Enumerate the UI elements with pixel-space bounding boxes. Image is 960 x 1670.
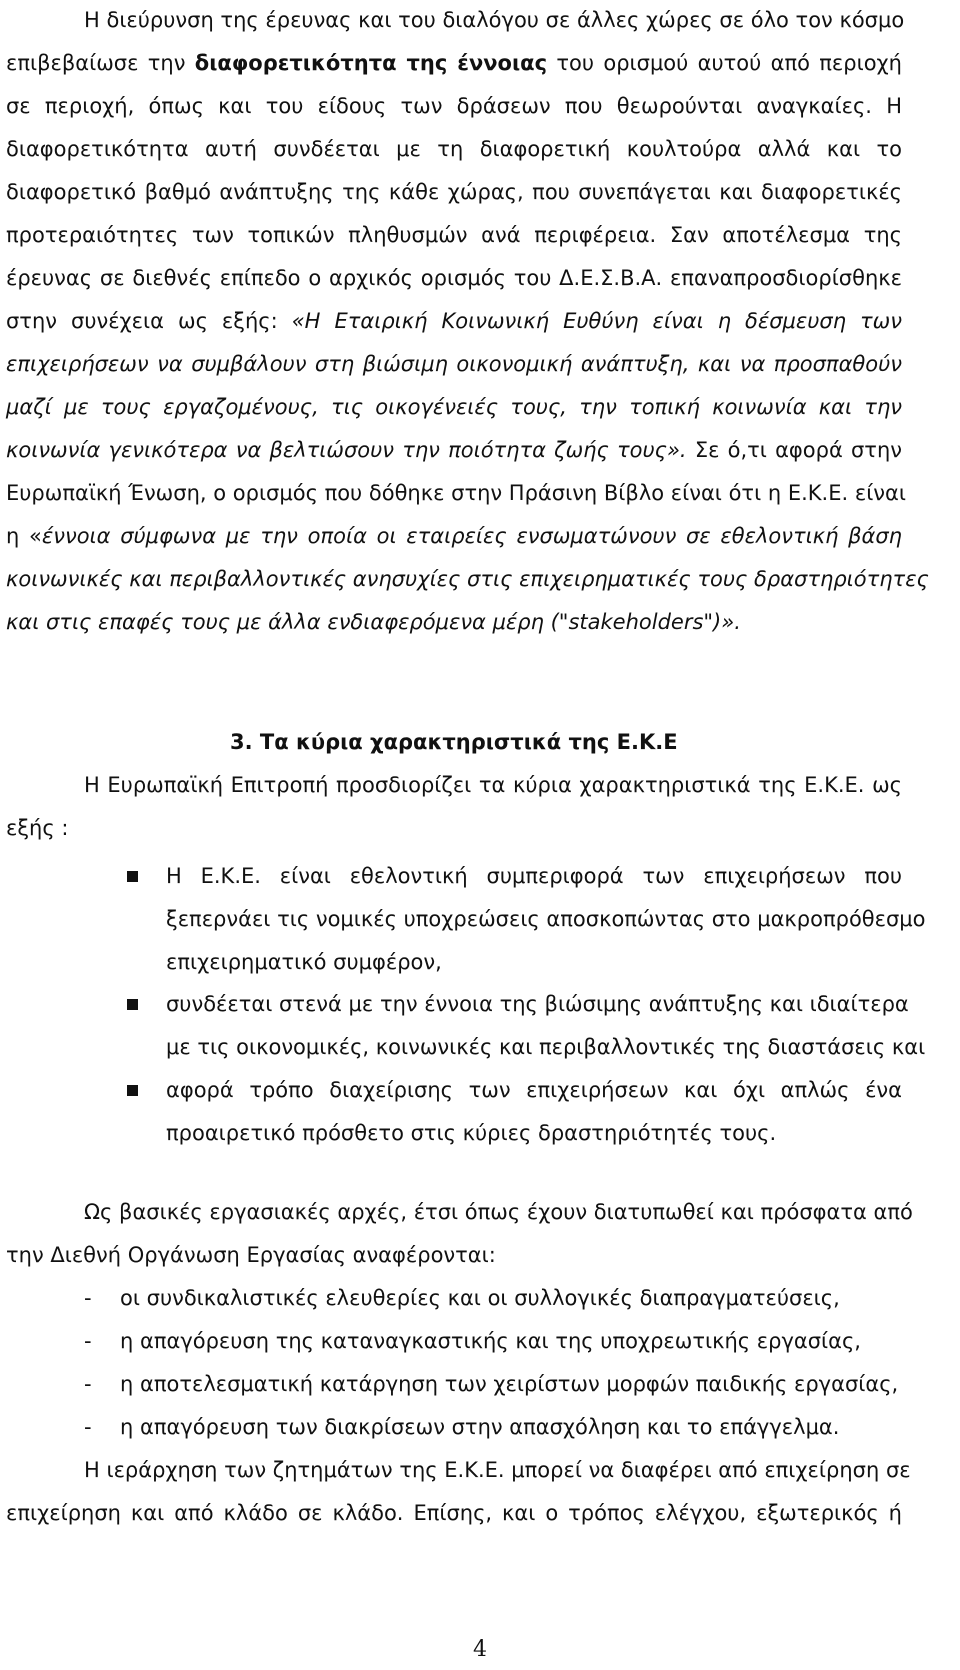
definition-quote: έννοια σύμφωνα με την οποία οι εταιρείες ενσωματώνουν σε εθελοντική βάση xyxy=(41,524,902,548)
emphasized-term: διαφορετικότητα της έννοιας xyxy=(194,51,548,75)
dash-marker: - xyxy=(84,1286,92,1310)
definition-quote-line: κοινωνικές και περιβαλλοντικές ανησυχίες στις επιχειρηματικές τους δραστηριότητες xyxy=(6,567,929,591)
paragraph-line: Η ιεράρχηση των ζητημάτων της Ε.Κ.Ε. μπορεί να διαφέρει από επιχείρηση σε xyxy=(84,1458,911,1482)
paragraph-line: επιχείρηση και από κλάδο σε κλάδο. Επίσης, και ο τρόπος ελέγχου, εξωτερικός ή xyxy=(6,1501,902,1525)
definition-quote-line: μαζί με τους εργαζομένους, τις οικογένειές τους, την τοπική κοινωνία και την xyxy=(6,395,902,419)
paragraph-line: διαφορετικό βαθμό ανάπτυξης της κάθε χώρας, που συνεπάγεται και διαφορετικές xyxy=(6,180,902,204)
bullet-item-line: συνδέεται στενά με την έννοια της βιώσιμης ανάπτυξης και ιδιαίτερα xyxy=(166,992,909,1016)
paragraph-line: η «έννοια σύμφωνα με την οποία οι εταιρείες ενσωματώνουν σε εθελοντική βάση xyxy=(6,524,902,548)
paragraph-line: έρευνας σε διεθνές επίπεδο ο αρχικός ορισμός του Δ.Ε.Σ.Β.Α. επαναπροσδιορίσθηκε xyxy=(6,266,902,290)
section-heading: 3. Τα κύρια χαρακτηριστικά της Ε.Κ.Ε xyxy=(230,730,678,754)
square-bullet-icon xyxy=(127,1085,138,1096)
paragraph-line: την Διεθνή Οργάνωση Εργασίας αναφέρονται: xyxy=(6,1243,496,1267)
bullet-item-line: Η Ε.Κ.Ε. είναι εθελοντική συμπεριφορά των επιχειρήσεων που xyxy=(166,864,902,888)
paragraph-line: επιβεβαίωσε την διαφορετικότητα της έννοιας του ορισμού αυτού από περιοχή xyxy=(6,51,902,75)
definition-quote: «Η Εταιρική Κοινωνική Ευθύνη είναι η δέσμευση των xyxy=(291,309,902,333)
paragraph-line: σε περιοχή, όπως και του είδους των δράσεων που θεωρούνται αναγκαίες. Η xyxy=(6,94,902,118)
paragraph-line: προτεραιότητες των τοπικών πληθυσμών ανά περιφέρεια. Σαν αποτέλεσμα της xyxy=(6,223,902,247)
dash-list-item: η απαγόρευση της καταναγκαστικής και της υποχρεωτικής εργασίας, xyxy=(120,1329,861,1353)
paragraph-line: εξής : xyxy=(6,816,69,840)
paragraph-line: Ευρωπαϊκή Ένωση, ο ορισμός που δόθηκε στην Πράσινη Βίβλο είναι ότι η Ε.Κ.Ε. είναι xyxy=(6,481,906,505)
square-bullet-icon xyxy=(127,999,138,1010)
bullet-item-line: με τις οικονομικές, κοινωνικές και περιβαλλοντικές της διαστάσεις και xyxy=(166,1035,926,1059)
dash-marker: - xyxy=(84,1415,92,1439)
definition-quote: κοινωνία γενικότερα να βελτιώσουν την ποιότητα ζωής τους». xyxy=(6,438,687,462)
dash-list-item: οι συνδικαλιστικές ελευθερίες και οι συλλογικές διαπραγματεύσεις, xyxy=(120,1286,840,1310)
bullet-item-line: επιχειρηματικό συμφέρον, xyxy=(166,950,442,974)
paragraph-line: κοινωνία γενικότερα να βελτιώσουν την ποιότητα ζωής τους». Σε ό,τι αφορά στην xyxy=(6,438,902,462)
definition-quote-line: και στις επαφές τους με άλλα ενδιαφερόμενα μέρη ("stakeholders")». xyxy=(6,610,741,634)
square-bullet-icon xyxy=(127,871,138,882)
paragraph-line: Η Ευρωπαϊκή Επιτροπή προσδιορίζει τα κύρια χαρακτηριστικά της Ε.Κ.Ε. ως xyxy=(84,773,902,797)
paragraph-line: Ως βασικές εργασιακές αρχές, έτσι όπως έχουν διατυπωθεί και πρόσφατα από xyxy=(84,1200,913,1224)
page-number: 4 xyxy=(473,1637,487,1662)
paragraph-line: Η διεύρυνση της έρευνας και του διαλόγου σε άλλες χώρες σε όλο τον κόσμο xyxy=(84,8,905,32)
bullet-item-line: προαιρετικό πρόσθετο στις κύριες δραστηριότητές τους. xyxy=(166,1121,777,1145)
bullet-item-line: αφορά τρόπο διαχείρισης των επιχειρήσεων και όχι απλώς ένα xyxy=(166,1078,902,1102)
dash-marker: - xyxy=(84,1372,92,1396)
dash-list-item: η αποτελεσματική κατάργηση των χειρίστων μορφών παιδικής εργασίας, xyxy=(120,1372,899,1396)
dash-list-item: η απαγόρευση των διακρίσεων στην απασχόληση και το επάγγελμα. xyxy=(120,1415,840,1439)
paragraph-line: στην συνέχεια ως εξής: «Η Εταιρική Κοινωνική Ευθύνη είναι η δέσμευση των xyxy=(6,309,902,333)
dash-marker: - xyxy=(84,1329,92,1353)
bullet-item-line: ξεπερνάει τις νομικές υποχρεώσεις αποσκοπώντας στο μακροπρόθεσμο xyxy=(166,907,926,931)
paragraph-line: διαφορετικότητα αυτή συνδέεται με τη διαφορετική κουλτούρα αλλά και το xyxy=(6,137,902,161)
definition-quote-line: επιχειρήσεων να συμβάλουν στη βιώσιμη οικονομική ανάπτυξη, και να προσπαθούν xyxy=(6,352,902,376)
